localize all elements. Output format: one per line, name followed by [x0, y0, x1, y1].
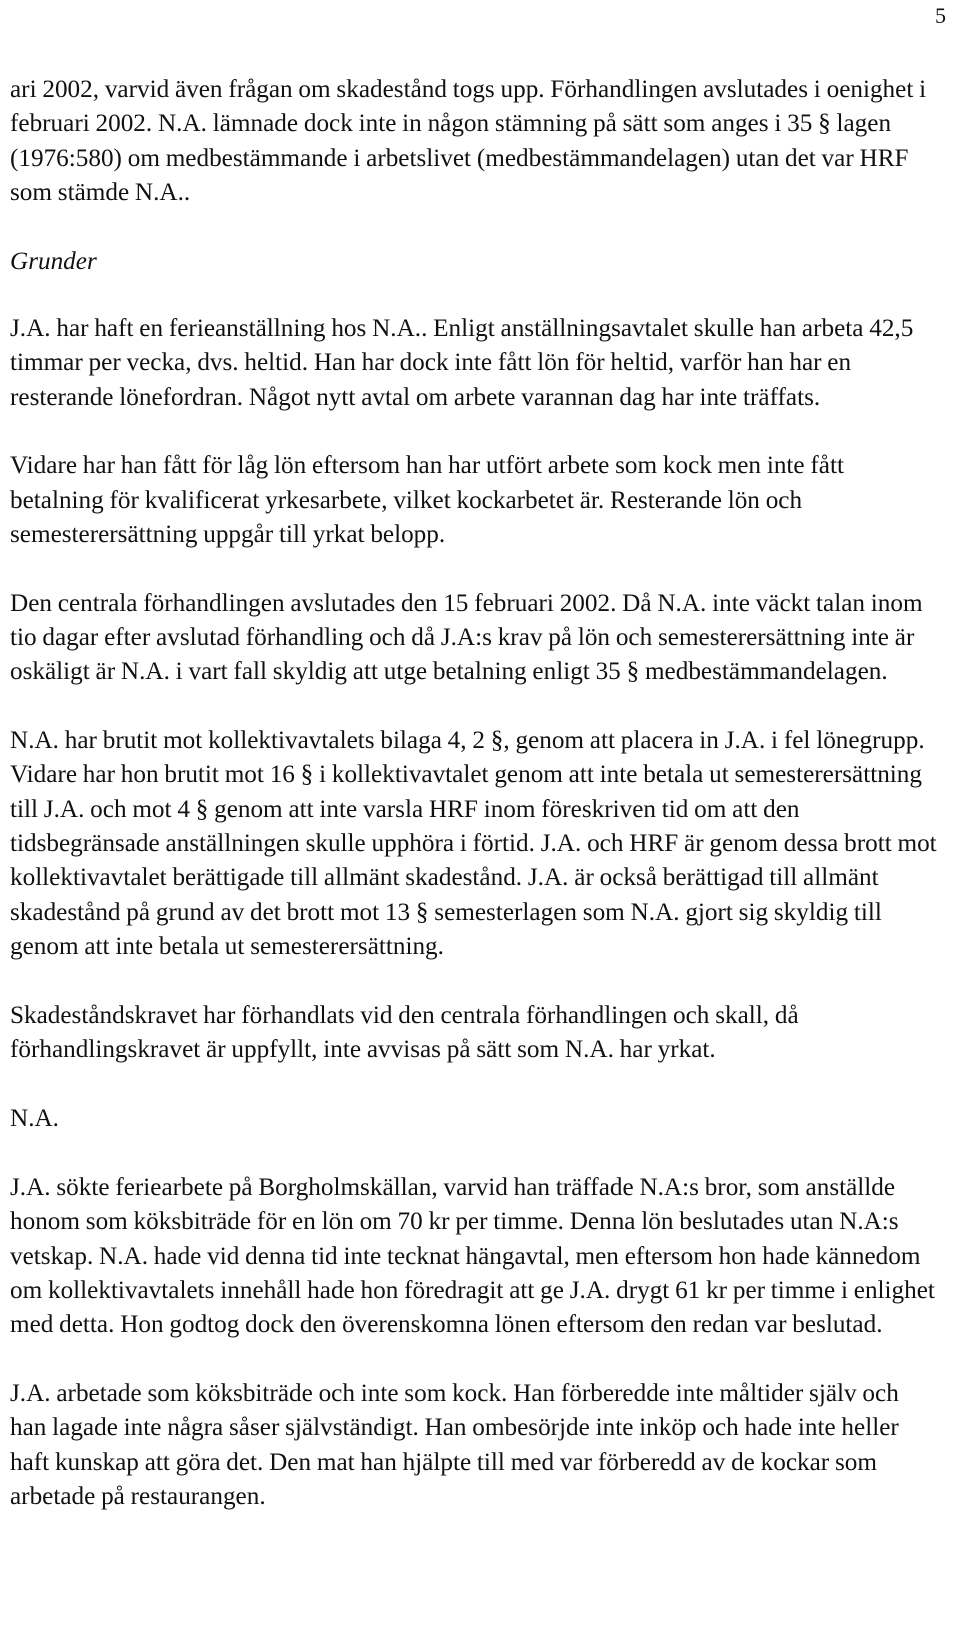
document-body	[10, 73, 940, 1514]
na-paragraph-2: J.A. arbetade som köksbiträde och inte som kock. Han förberedde inte måltider själv och han lagade inte några såser självständigt. Han ombesörjde inte inköp och hade inte heller haft kunskap att göra det. Den mat han hjälpte till med var förberedd av de kockar som arbetade på restaurangen.	[10, 1380, 899, 1510]
grunder-paragraph-2: Vidare har han fått för låg lön eftersom han har utfört arbete som kock men inte fått betalning för kvalificerat yrkesarbete, vilket kockarbetet är. Resterande lön och semesterersättning uppgår till yrkat belopp.	[10, 452, 844, 548]
grunder-paragraph-5: Skadeståndskravet har förhandlats vid den centrala förhandlingen och skall, då förhandlingskravet är uppfyllt, inte avvisas på sätt som N.A. har yrkat.	[10, 1001, 799, 1064]
grunder-paragraph-3: Den centrala förhandlingen avslutades den 15 februari 2002. Då N.A. inte väckt talan inom tio dagar efter avslutad förhandling och då J.A:s krav på lön och semesterersättning inte är oskäligt är N.A. i vart fall skyldig att utge betalning enligt 35 § medbestämmandelagen.	[10, 589, 923, 686]
section-heading-na: N.A.	[10, 1104, 59, 1132]
grunder-paragraph-1: J.A. har haft en ferieanställning hos N.A.. Enligt anställningsavtalet skulle han arbeta 42,5 timmar per vecka, dvs. heltid. Han har dock inte fått lön för heltid, varför han har en resterande lönefordran. Något nytt avtal om arbete varannan dag har inte träffats.	[10, 314, 914, 411]
page-number: 5	[935, 3, 946, 28]
section-heading-grunder: Grunder	[10, 247, 97, 275]
grunder-paragraph-4: N.A. har brutit mot kollektivavtalets bilaga 4, 2 §, genom att placera in J.A. i fel lönegrupp. Vidare har hon brutit mot 16 § i kollektivavtalet genom att inte betala ut semesterersättning till J.A. och mot 4 § genom att inte varsla HRF inom föreskriven tid om att den tidsbegränsade anställningen skulle upphöra i förtid. J.A. och HRF är genom dessa brott mot kollektivavtalet berättigade till allmänt skadestånd. J.A. är också berättigad till allmänt skadestånd på grund av det brott mot 13 § semesterlagen som N.A. gjort sig skyldig till genom att inte betala ut semesterersättning.	[10, 727, 937, 960]
intro-paragraph: ari 2002, varvid även frågan om skadestånd togs upp. Förhandlingen avslutades i oenighet i februari 2002. N.A. lämnade dock inte in någon stämning på sätt som anges i 35 § lagen (1976:580) om medbestämmande i arbetslivet (medbestämmandelagen) utan det var HRF som stämde N.A..	[10, 76, 927, 206]
na-paragraph-1: J.A. sökte feriearbete på Borgholmskällan, varvid han träffade N.A:s bror, som anställde honom som köksbiträde för en lön om 70 kr per timme. Denna lön beslutades utan N.A:s vetskap. N.A. hade vid denna tid inte tecknat hängavtal, men eftersom hon hade kännedom om kollektivavtalets innehåll hade hon föredragit att ge J.A. drygt 61 kr per timme i enlighet med detta. Hon godtog dock den överenskomna lönen eftersom den redan var beslutad.	[10, 1174, 935, 1339]
